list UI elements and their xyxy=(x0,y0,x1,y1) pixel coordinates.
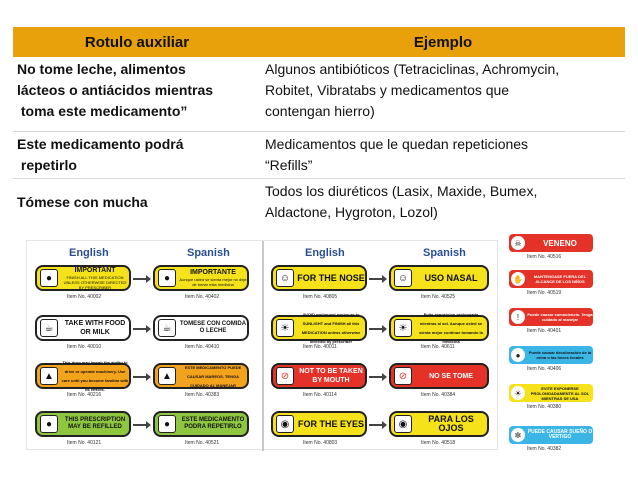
label-drowsy-es: ▲ ESTE MEDICAMENTO PUEDE CAUSAR MAREOS. TENGA CUIDADO AL MANEJAR xyxy=(153,363,249,389)
label-keep-away-children: ✋ MANTENGASE FUERA DEL ALCANCE DE LOS NIÑOS xyxy=(509,270,593,288)
label-veneno: ☠ VENENO xyxy=(509,234,593,252)
fork-knife-icon: ☕ xyxy=(158,319,176,337)
table-row xyxy=(13,57,625,131)
label-drowsiness: ! Puede causar somnolencia. Tenga cuidado al manejar xyxy=(509,308,593,326)
arrow-icon xyxy=(369,424,383,426)
label-nose-en: ☺ FOR THE NOSE xyxy=(271,265,367,291)
pill-bottle-icon: ● xyxy=(40,269,58,287)
table-row xyxy=(13,178,625,226)
label-drowsy-en: ▲ This drug may impair the ability to drive or operate machinery. Use care until you become familiar with its effects. xyxy=(35,363,131,389)
label-not-by-mouth-en: ⊘ NOT TO BE TAKEN BY MOUTH xyxy=(271,363,367,389)
pill-bottle-icon: ● xyxy=(158,269,176,287)
skull-icon: ☠ xyxy=(511,236,525,250)
sun-icon: ☀ xyxy=(276,319,294,337)
nose-icon: ☺ xyxy=(394,269,412,287)
label-sheet-image: English Spanish English Spanish ● IMPORTANT FINISH ALL THIS MEDICATION UNLESS OTHERWISE DIRECTED BY PRESCRIBER ● IMPORTANTE Aunque usted se sienta mejor no deje de tomar esta medicina Item No. 40002 Item No. 40402 ☕ TAKE WITH FOOD OR MILK ☕ TOMESE CON COMIDA O LECHE Item No. 40010 Item No. 40410 ▲ This drug may impair the ability to drive or operate machinery. Use care until you become familiar with its effects. ▲ ESTE MEDICAMENTO PUEDE CAUSAR MAREOS. TENGA CUIDADO AL MANEJAR Item No. 40216 Item No. 40383 ● THIS PRESCRIPTION MAY BE REFILLED ● ESTE MEDICAMENTO PODRA REPETIRLO Item No. 40121 Item No. 40521 ☺ FOR THE NOSE ☺ USO NASAL Item No. 40805 Item No. 40525 ☀ AVOID prolonged exposure to SUNLIGHT and FINISH all this MEDICATION unless otherwise directed by prescriber ☀ Evite exposicion prolongada mientras al sol. Aunque usted se sienta mejor continue tomando la medicina Item No. 40011 Item No. 40611 ⊘ NOT TO BE TAKEN BY MOUTH ⊘ NO SE TOME Item No. 40114 Item No. 40384 ◉ FOR THE EYES ◉ PARA LOS OJOS Item No. 40803 Item No. 40518 xyxy=(26,240,498,450)
header-ejemplo: Ejemplo xyxy=(261,27,625,57)
label-food-milk-es: ☕ TOMESE CON COMIDA O LECHE xyxy=(153,315,249,341)
car-icon: ▲ xyxy=(158,367,176,385)
col-header-spanish: Spanish xyxy=(187,247,230,259)
warning-icon: ! xyxy=(511,310,525,324)
fork-knife-icon: ☕ xyxy=(40,319,58,337)
table-header-row xyxy=(13,27,625,57)
row-example: Todos los diuréticos (Lasix, Maxide, Bumex, Aldactone, Hygroton, Lozol) xyxy=(261,178,625,226)
pill-bottle-icon: ● xyxy=(40,415,58,433)
label-sleep-vertigo: ✼ PUEDE CAUSAR SUEÑO O VERTIGO xyxy=(509,426,593,444)
label-nose-es: ☺ USO NASAL xyxy=(389,265,489,291)
arrow-icon xyxy=(133,424,147,426)
label-refill-en: ● THIS PRESCRIPTION MAY BE REFILLED xyxy=(35,411,131,437)
hand-icon: ✋ xyxy=(511,272,525,286)
arrow-icon xyxy=(369,328,383,330)
side-label-strip: ☠ VENENO Item No. 40516 ✋ MANTENGASE FUERA DEL ALCANCE DE LOS NIÑOS Item No. 40519 ! Puede causar somnolencia. Tenga cuidado al manejar Item No. 40401 ● Puede causar decoloración de la orina o las heces fecales Item No. 40406 ☀ EVITE EXPONERSE PROLONGADAMENTE AL SOL MIENTRAS SE USA Item No. 40380 ✼ PUEDE CAUSAR SUEÑO O VERTIGO Item No. 40382 xyxy=(509,232,613,460)
row-label: Este medicamento podrá repetirlo xyxy=(13,131,261,178)
label-food-milk-en: ☕ TAKE WITH FOOD OR MILK xyxy=(35,315,131,341)
header-rotulo: Rotulo auxiliar xyxy=(13,27,261,57)
nose-icon: ☺ xyxy=(276,269,294,287)
row-label: No tome leche, alimentos lácteos o antiácidos mientras toma este medicamento” xyxy=(17,61,214,119)
sun-icon: ☀ xyxy=(511,386,525,400)
arrow-icon xyxy=(133,328,147,330)
arrow-icon xyxy=(133,278,147,280)
label-eyes-en: ◉ FOR THE EYES xyxy=(271,411,367,437)
no-mouth-icon: ⊘ xyxy=(276,367,294,385)
label-sunlight-en: ☀ AVOID prolonged exposure to SUNLIGHT and FINISH all this MEDICATION unless otherwise directed by prescriber xyxy=(271,315,367,341)
car-icon: ▲ xyxy=(40,367,58,385)
label-avoid-sun: ☀ EVITE EXPONERSE PROLONGADAMENTE AL SOL MIENTRAS SE USA xyxy=(509,384,593,402)
label-important-es: ● IMPORTANTE Aunque usted se sienta mejor no deje de tomar esta medicina xyxy=(153,265,249,291)
arrow-icon xyxy=(369,376,383,378)
drop-icon: ● xyxy=(511,348,525,362)
pill-bottle-icon: ● xyxy=(158,415,176,433)
label-eyes-es: ◉ PARA LOS OJOS xyxy=(389,411,489,437)
row-label: Tómese con mucha xyxy=(13,178,261,226)
sun-icon: ☀ xyxy=(394,319,412,337)
row-example: Algunos antibióticos (Tetraciclinas, Achromycin, Robitet, Vibratabs y medicamentos que contengan hierro) xyxy=(265,61,560,119)
table-row xyxy=(13,131,625,178)
row-example: Medicamentos que le quedan repeticiones “Refills” xyxy=(261,131,625,178)
col-header-spanish: Spanish xyxy=(423,247,466,259)
eye-icon: ◉ xyxy=(276,415,294,433)
col-header-english: English xyxy=(69,247,109,259)
label-important-en: ● IMPORTANT FINISH ALL THIS MEDICATION UNLESS OTHERWISE DIRECTED BY PRESCRIBER xyxy=(35,265,131,291)
label-discoloration: ● Puede causar decoloración de la orina o las heces fecales xyxy=(509,346,593,364)
arrow-icon xyxy=(133,376,147,378)
auxiliary-labels-table xyxy=(13,27,625,226)
no-mouth-icon: ⊘ xyxy=(394,367,412,385)
label-sunlight-es: ☀ Evite exposicion prolongada mientras al sol. Aunque usted se sienta mejor continue tomando la medicina xyxy=(389,315,489,341)
col-header-english: English xyxy=(305,247,345,259)
dizzy-icon: ✼ xyxy=(511,428,525,442)
sheet-divider xyxy=(262,241,264,451)
label-refill-es: ● ESTE MEDICAMENTO PODRA REPETIRLO xyxy=(153,411,249,437)
label-not-by-mouth-es: ⊘ NO SE TOME xyxy=(389,363,489,389)
eye-icon: ◉ xyxy=(394,415,412,433)
arrow-icon xyxy=(369,278,383,280)
